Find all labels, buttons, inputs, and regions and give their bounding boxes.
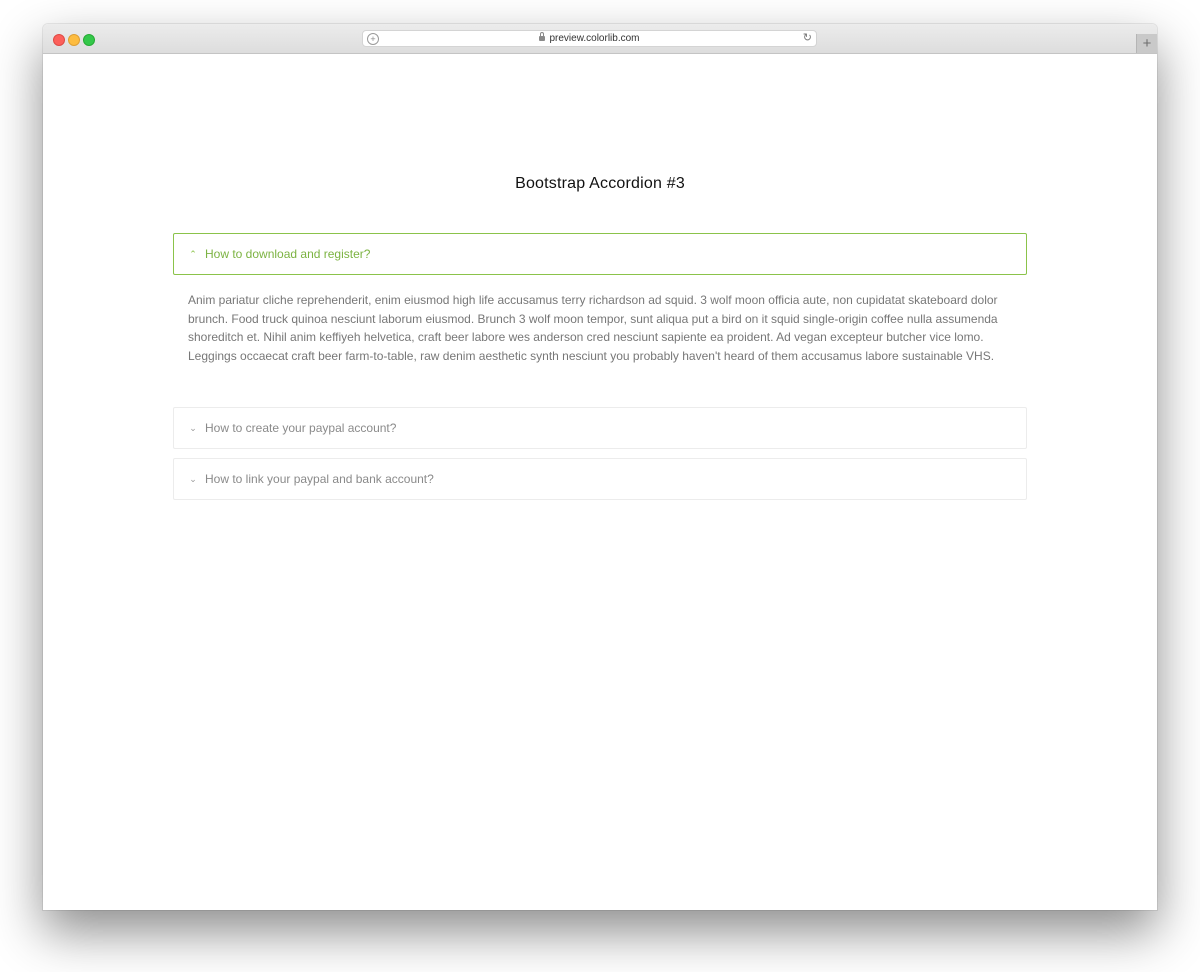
url-display bbox=[363, 33, 816, 45]
accordion-item-download-register[interactable] bbox=[173, 233, 1027, 275]
accordion-header-label: How to download and register? bbox=[205, 247, 371, 261]
accordion-item-create-paypal[interactable] bbox=[173, 407, 1027, 449]
page-title: Bootstrap Accordion #3 bbox=[515, 175, 685, 192]
accordion-item-link-paypal-bank[interactable] bbox=[173, 458, 1027, 500]
close-window-button[interactable] bbox=[53, 34, 65, 46]
accordion-header-label: How to link your paypal and bank account? bbox=[205, 472, 434, 486]
url-text: preview.colorlib.com bbox=[549, 33, 640, 44]
address-bar[interactable] bbox=[362, 30, 817, 47]
lock-icon bbox=[539, 36, 545, 41]
reload-icon[interactable]: ↻ bbox=[802, 32, 812, 44]
browser-window bbox=[43, 24, 1157, 910]
browser-titlebar bbox=[43, 24, 1157, 54]
chevron-down-icon: ⌄ bbox=[189, 423, 197, 433]
page-content bbox=[43, 54, 1157, 910]
add-bookmark-icon[interactable]: + bbox=[367, 33, 379, 45]
new-tab-button[interactable]: + bbox=[1136, 34, 1157, 53]
chevron-up-icon: ⌃ bbox=[189, 249, 197, 259]
maximize-window-button[interactable] bbox=[83, 34, 95, 46]
minimize-window-button[interactable] bbox=[68, 34, 80, 46]
accordion-panel-body: Anim pariatur cliche reprehenderit, enim eiusmod high life accusamus terry richardson ad squid. 3 wolf moon officia aute, non cupidatat skateboard dolor brunch. Food truck quinoa nesciunt laborum eiusmod. Brunch 3 wolf moon tempor, sunt aliqua put a bird on it squid single-origin coffee nulla assumenda shoreditch et. Nihil anim keffiyeh helvetica, craft beer labore wes anderson cred nesciunt sapiente ea proident. Ad vegan excepteur butcher vice lomo. Leggings occaecat craft beer farm-to-table, raw denim aesthetic synth nesciunt you probably haven't heard of them accusamus labore sustainable VHS. bbox=[188, 293, 998, 363]
chevron-down-icon: ⌄ bbox=[189, 474, 197, 484]
accordion-header-label: How to create your paypal account? bbox=[205, 421, 397, 435]
